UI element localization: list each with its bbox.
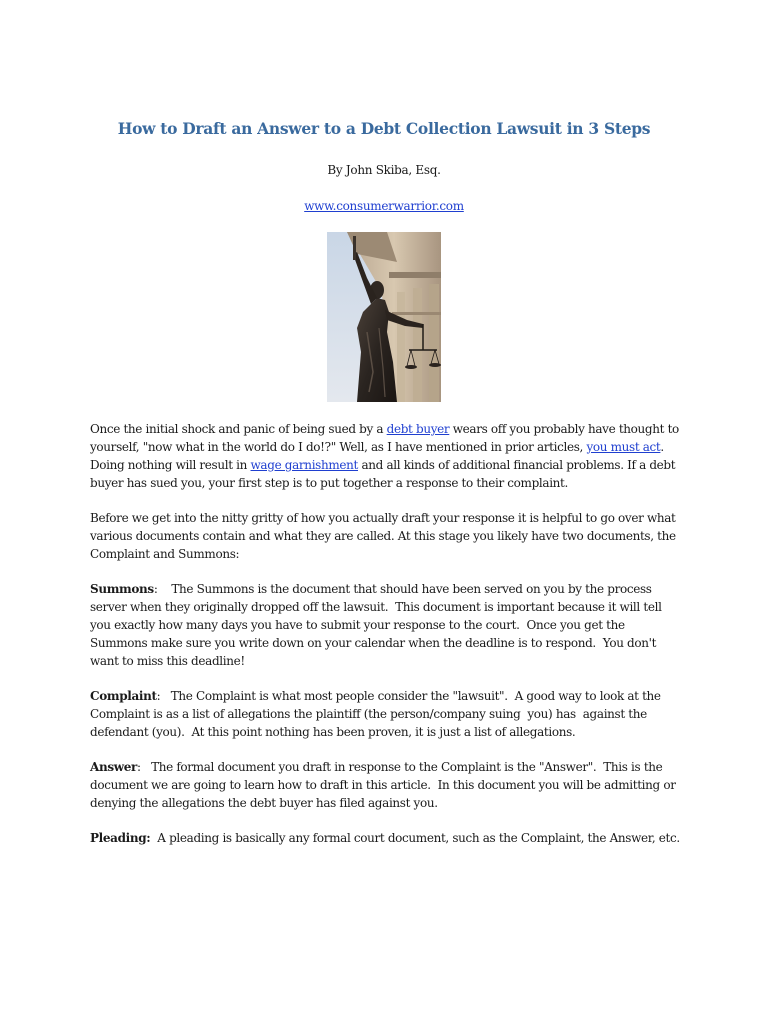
complaint-separator: :	[156, 689, 161, 703]
answer-term: Answer	[90, 760, 137, 774]
website-link[interactable]: www.consumerwarrior.com	[304, 199, 464, 213]
answer-separator: :	[136, 760, 141, 774]
intro-text-4: and all kinds of additional financial problems. If a debt buyer has sued you, your first step is to put together a response to their complaint.	[90, 458, 676, 490]
document-title: How to Draft an Answer to a Debt Collection Lawsuit in 3 Steps	[117, 119, 651, 138]
complaint-text: The Complaint is what most people consider the "lawsuit". A good way to look at the Complaint is as a list of allegations the plaintiff (the person/company suing you) has against the defendant (you). At this point nothing has been proven, it is just a list of allegations.	[90, 689, 665, 739]
complaint-definition	[90, 687, 682, 741]
overview-paragraph: Before we get into the nitty gritty of how you actually draft your response it is helpful to go over what various documents contain and what they are called. At this stage you likely have two documents, the Complaint and Summons:	[90, 511, 676, 561]
summons-text: The Summons is the document that should have been served on you by the process server when they originally dropped off the lawsuit. This document is important because it will tell you exactly how many days you have to submit your response to the court. Once you get the Summons make sure you write down on your calendar when the deadline is to respond. You don't want to miss this deadline!	[90, 582, 666, 668]
answer-text: The formal document you draft in response to the Complaint is the "Answer". This is the document we are going to learn how to draft in this article. In this document you will be admitting or denying the allegations the debt buyer has filed against you.	[90, 760, 680, 810]
complaint-term: Complaint	[90, 689, 157, 703]
author-byline: By John Skiba, Esq.	[327, 163, 441, 177]
summons-term: Summons	[90, 582, 154, 596]
intro-paragraph	[90, 420, 682, 492]
debt-buyer-link[interactable]: debt buyer	[386, 422, 450, 436]
wage-garnishment-link[interactable]: wage garnishment	[250, 458, 358, 472]
answer-definition	[90, 758, 682, 812]
summons-separator: :	[153, 582, 158, 596]
intro-text-2: wears off you probably have thought to yourself, "now what in the world do I do!?" Well, as I have mentioned in prior articles,	[90, 422, 679, 454]
intro-text-1: Once the initial shock and panic of being sued by a	[90, 422, 387, 436]
pleading-separator: :	[146, 831, 151, 845]
intro-text-3: . Doing nothing will result in	[90, 440, 664, 472]
lady-justice-statue-icon	[327, 232, 441, 402]
pleading-term: Pleading	[90, 831, 147, 845]
summons-definition	[90, 580, 682, 670]
pleading-text: A pleading is basically any formal court document, such as the Complaint, the Answer, etc.	[150, 831, 680, 845]
website-line	[0, 199, 768, 213]
lady-justice-photo	[327, 232, 441, 402]
you-must-act-link[interactable]: you must act	[586, 440, 661, 454]
pleading-definition	[90, 829, 682, 847]
article-body	[90, 420, 682, 864]
